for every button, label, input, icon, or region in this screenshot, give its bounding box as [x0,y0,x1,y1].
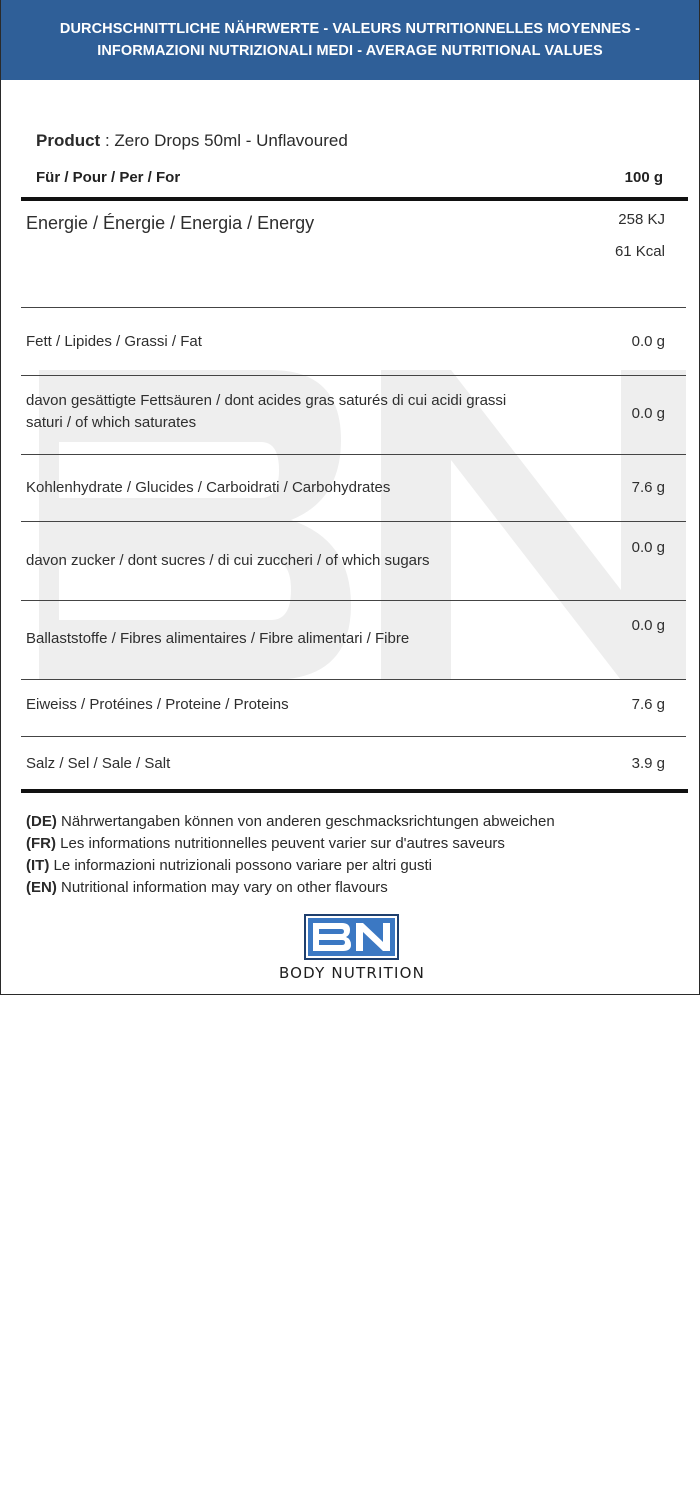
row-fibre-value: 0.0 g [631,617,665,634]
row-protein-value: 7.6 g [631,696,665,713]
per-value: 100 g [624,169,663,186]
label-content [1,0,699,994]
row-divider [21,736,686,737]
product-name: Zero Drops 50ml - Unflavoured [114,131,348,150]
row-energy-label: Energie / Énergie / Energia / Energy [26,213,315,233]
table-bottom-rule [21,789,688,793]
row-carbs-value: 7.6 g [631,479,665,496]
product-line [36,131,348,151]
product-separator: : [100,131,115,150]
note-code: (IT) [26,857,50,874]
row-salt-value: 3.9 g [631,755,665,772]
note-text: Le informazioni nutrizionali possono variare per altri gusti [49,857,433,874]
product-label: Product [36,131,101,150]
row-protein-label: Eiweiss / Protéines / Proteine / Proteins [26,696,289,713]
row-divider [21,375,686,376]
note-text: Nährwertangaben können von anderen geschmacksrichtungen abweichen [56,813,555,830]
note-fr [26,833,555,855]
row-saturates-label: davon gesättigte Fettsäuren / dont acides gras saturés di cui acidi grassi saturi / of which saturates [26,392,507,431]
row-sugars-value: 0.0 g [631,539,665,556]
row-energy-kcal: 61 Kcal [614,243,665,260]
row-fat-label: Fett / Lipides / Grassi / Fat [26,333,202,350]
header-line-2: INFORMAZIONI NUTRIZIONALI MEDI - AVERAGE NUTRITIONAL VALUES [97,43,603,59]
row-divider [21,307,686,308]
note-code: (DE) [26,813,57,830]
brand-logo [251,914,453,984]
row-energy-kj: 258 KJ [618,211,665,228]
per-label: Für / Pour / Per / For [36,169,181,186]
row-salt-label: Salz / Sel / Sale / Salt [26,755,171,772]
row-divider [21,454,686,455]
note-de [26,811,555,833]
row-fat-value: 0.0 g [631,333,665,350]
table-top-rule [21,197,688,201]
note-text: Nutritional information may vary on other flavours [56,879,388,896]
row-fibre-label: Ballaststoffe / Fibres alimentaires / Fibre alimentari / Fibre [26,630,410,647]
header-line-1: DURCHSCHNITTLICHE NÄHRWERTE - VALEURS NUTRITIONNELLES MOYENNES - [59,21,641,37]
row-carbs-label: Kohlenhydrate / Glucides / Carboidrati / Carbohydrates [26,479,391,496]
bn-logo-icon [304,914,399,960]
note-en [26,877,555,899]
note-text: Les informations nutritionnelles peuvent varier sur d'autres saveurs [56,835,505,852]
row-saturates-value: 0.0 g [631,405,665,422]
note-it [26,855,555,877]
note-code: (EN) [26,879,57,896]
brand-wordmark: BODY NUTRITION [278,964,426,982]
row-divider [21,600,686,601]
row-sugars-label: davon zucker / dont sucres / di cui zuccheri / of which sugars [26,552,430,569]
row-divider [21,679,686,680]
flavour-notes [26,811,555,899]
note-code: (FR) [26,835,56,852]
row-divider [21,521,686,522]
